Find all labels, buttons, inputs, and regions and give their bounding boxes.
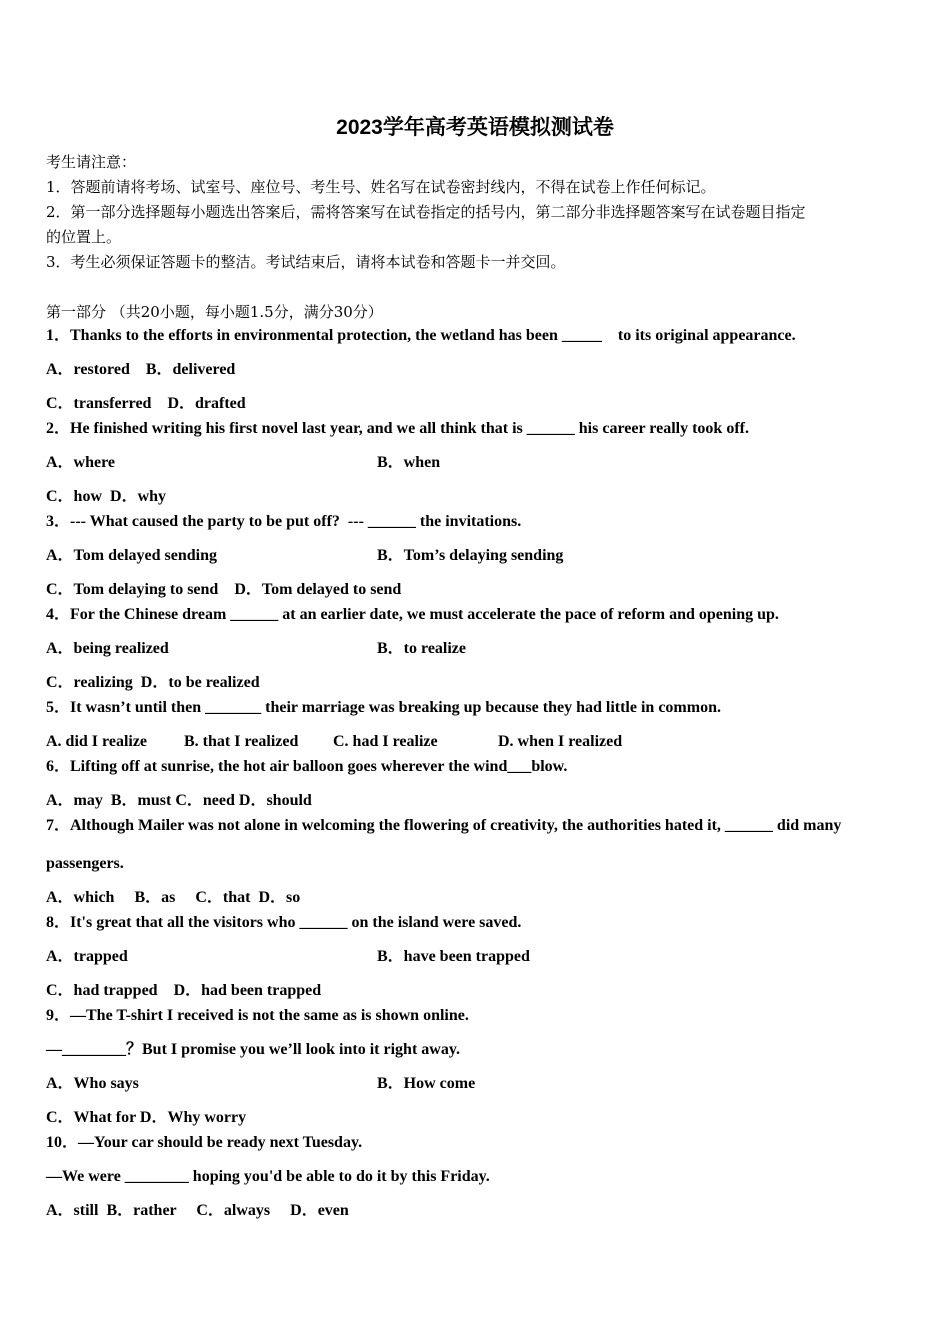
question-8-option-b: B．have been trapped [377, 948, 530, 965]
question-2-options-cd: C．how D．why [46, 488, 167, 505]
question-5-option-b: B. that I realized [184, 733, 299, 750]
notice-item-2-cont: 的位置上。 [46, 228, 122, 246]
question-10-stem: 10．—Your car should be ready next Tuesday. [46, 1134, 363, 1151]
question-2-option-a: A．where [46, 454, 116, 471]
notice-item-1: 1．答题前请将考场、试室号、座位号、考生号、姓名写在试卷密封线内，不得在试卷上作任何标记。 [46, 178, 716, 196]
question-6-options: A．may B．must C．need D．should [46, 792, 312, 809]
question-9-option-b: B．How come [377, 1075, 476, 1092]
question-10-options: A．still B．rather C．always D．even [46, 1202, 349, 1219]
question-5-option-a: A. did I realize [46, 733, 148, 750]
notice-item-3: 3．考生必须保证答题卡的整洁。考试结束后，请将本试卷和答题卡一并交回。 [46, 253, 566, 271]
question-1-stem: 1．Thanks to the efforts in environmental protection, the wetland has been _____ to its original appearance. [46, 327, 796, 344]
question-7-stem: 7．Although Mailer was not alone in welcoming the flowering of creativity, the authorities hated it, ______ did many [46, 817, 842, 834]
question-5-option-c: C. had I realize [333, 733, 438, 750]
question-8-option-a: A．trapped [46, 948, 128, 965]
notice-heading: 考生请注意： [46, 153, 137, 171]
question-9-stem: 9．—The T-shirt I received is not the same as is shown online. [46, 1007, 469, 1024]
question-3-options-cd: C．Tom delaying to send D．Tom delayed to send [46, 581, 402, 598]
question-8-options-cd: C．had trapped D．had been trapped [46, 982, 322, 999]
question-1-options-ab: A．restored B．delivered [46, 361, 236, 378]
section-heading: 第一部分 （共20小题，每小题1.5分，满分30分） [46, 303, 383, 321]
question-5-stem: 5．It wasn’t until then _______ their marriage was breaking up because they had little in common. [46, 699, 721, 716]
question-9-option-a: A．Who says [46, 1075, 139, 1092]
question-10-stem-cont: —We were ________ hoping you'd be able to do it by this Friday. [46, 1168, 490, 1185]
question-4-option-b: B．to realize [377, 640, 467, 657]
question-2-stem: 2．He finished writing his first novel last year, and we all think that is ______ his career really took off. [46, 420, 749, 437]
page-title: 2023学年高考英语模拟测试卷 [336, 116, 614, 139]
question-3-option-a: A．Tom delayed sending [46, 547, 218, 564]
question-3-stem: 3．--- What caused the party to be put off? --- ______ the invitations. [46, 513, 522, 530]
question-7-stem-cont: passengers. [46, 855, 124, 872]
question-5-option-d: D. when I realized [498, 733, 623, 750]
question-9-stem-cont: —________？But I promise you we’ll look into it right away. [46, 1041, 460, 1058]
notice-item-2: 2．第一部分选择题每小题选出答案后，需将答案写在试卷指定的括号内，第二部分非选择题答案写在试卷题目指定 [46, 203, 806, 221]
question-7-options: A．which B．as C．that D．so [46, 889, 301, 906]
question-4-stem: 4．For the Chinese dream ______ at an earlier date, we must accelerate the pace of reform and opening up. [46, 606, 779, 623]
question-3-option-b: B．Tom’s delaying sending [377, 547, 564, 564]
question-1-options-cd: C．transferred D．drafted [46, 395, 246, 412]
question-9-options-cd: C．What for D．Why worry [46, 1109, 247, 1126]
question-2-option-b: B．when [377, 454, 441, 471]
question-4-options-cd: C．realizing D．to be realized [46, 674, 260, 691]
question-8-stem: 8．It's great that all the visitors who ______ on the island were saved. [46, 914, 522, 931]
question-6-stem: 6．Lifting off at sunrise, the hot air balloon goes wherever the wind___blow. [46, 758, 568, 775]
question-4-option-a: A．being realized [46, 640, 169, 657]
